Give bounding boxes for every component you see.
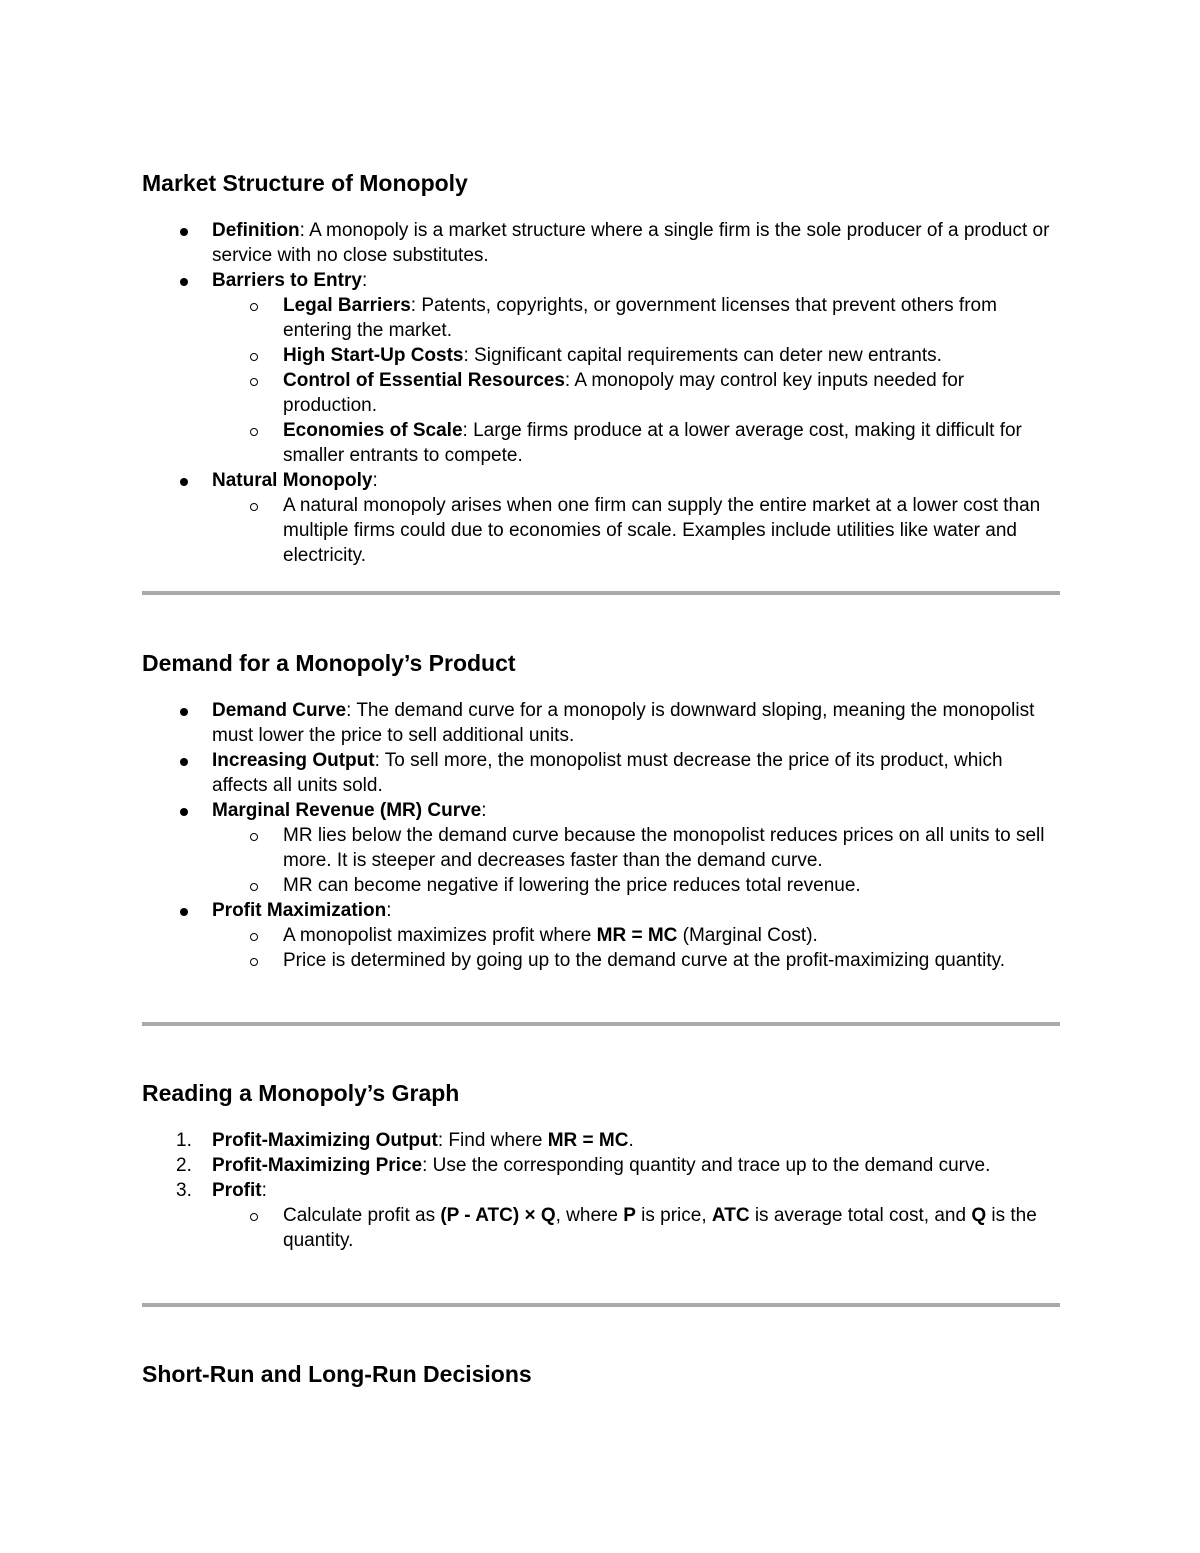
list-item bbox=[142, 343, 1060, 368]
list-item bbox=[142, 1178, 1060, 1203]
item-text: : Find where bbox=[437, 1130, 548, 1151]
item-bold-text: Profit bbox=[212, 1180, 262, 1201]
list-item bbox=[142, 823, 1060, 873]
list-item bbox=[142, 1153, 1060, 1178]
list-number: 2. bbox=[176, 1155, 192, 1176]
bullet-disc-icon bbox=[180, 478, 188, 486]
item-bold-text: MR = MC bbox=[547, 1130, 629, 1151]
bullet-circle-icon bbox=[250, 883, 258, 891]
item-text: : bbox=[361, 270, 368, 291]
list-item bbox=[142, 368, 1060, 418]
section-reading-graph bbox=[142, 1076, 1060, 1253]
section-title: Reading a Monopoly’s Graph bbox=[142, 1080, 460, 1106]
list-number: 3. bbox=[176, 1180, 192, 1201]
item-bold-text: P bbox=[623, 1205, 636, 1226]
item-text: . bbox=[628, 1130, 634, 1151]
item-bold-text: Profit-Maximizing Price bbox=[212, 1155, 423, 1176]
section-title: Market Structure of Monopoly bbox=[142, 170, 468, 196]
list-item bbox=[142, 698, 1060, 748]
item-label: Natural Monopoly bbox=[212, 470, 373, 491]
item-text: : bbox=[386, 900, 392, 921]
list-item bbox=[142, 748, 1060, 798]
item-bold-text: Q bbox=[971, 1205, 987, 1226]
list-item bbox=[142, 493, 1060, 568]
item-text: (Marginal Cost). bbox=[677, 925, 818, 946]
list-item bbox=[142, 948, 1060, 973]
list-number: 1. bbox=[176, 1130, 192, 1151]
item-label: Definition bbox=[212, 220, 300, 241]
list-item bbox=[142, 1128, 1060, 1153]
item-label: Increasing Output bbox=[212, 750, 375, 771]
list-item bbox=[142, 873, 1060, 898]
bullet-list bbox=[142, 698, 1060, 973]
bullet-disc-icon bbox=[180, 758, 188, 766]
section-short-long-run bbox=[142, 1357, 1060, 1391]
bullet-circle-icon bbox=[250, 353, 258, 361]
item-text: : bbox=[261, 1180, 267, 1201]
numbered-list bbox=[142, 1128, 1060, 1253]
item-bold-text: (P - ATC) × Q bbox=[440, 1205, 556, 1226]
bullet-circle-icon bbox=[250, 303, 258, 311]
item-text: Price is determined by going up to the demand curve at the profit-maximizing quantity. bbox=[283, 950, 1006, 971]
bullet-circle-icon bbox=[250, 958, 258, 966]
horizontal-rule bbox=[142, 1303, 1060, 1307]
bullet-list bbox=[142, 218, 1060, 568]
item-label: Legal Barriers bbox=[283, 295, 411, 316]
item-text: : To sell more, the monopolist must decrease the price of its product, which affects all units sold. bbox=[212, 750, 1003, 796]
item-text: A monopolist maximizes profit where bbox=[283, 925, 597, 946]
horizontal-rule bbox=[142, 1022, 1060, 1026]
list-item bbox=[142, 293, 1060, 343]
bullet-disc-icon bbox=[180, 228, 188, 236]
bullet-circle-icon bbox=[250, 833, 258, 841]
item-text: : Significant capital requirements can deter new entrants. bbox=[463, 345, 942, 366]
item-bold-text: MR = MC bbox=[596, 925, 678, 946]
list-item bbox=[142, 1203, 1060, 1253]
bullet-circle-icon bbox=[250, 933, 258, 941]
item-label: Control of Essential Resources bbox=[283, 370, 565, 391]
section-title: Short-Run and Long-Run Decisions bbox=[142, 1361, 532, 1387]
section-market-structure bbox=[142, 166, 1060, 568]
item-text: : Large firms produce at a lower average cost, making it difficult for smaller entrants to compete. bbox=[283, 420, 1022, 466]
bullet-disc-icon bbox=[180, 708, 188, 716]
item-bold-text: Profit-Maximizing Output bbox=[212, 1130, 438, 1151]
item-label: Barriers to Entry bbox=[212, 270, 362, 291]
list-item bbox=[142, 418, 1060, 468]
bullet-disc-icon bbox=[180, 908, 188, 916]
item-text: : Use the corresponding quantity and trace up to the demand curve. bbox=[422, 1155, 991, 1176]
list-item bbox=[142, 898, 1060, 923]
bullet-circle-icon bbox=[250, 378, 258, 386]
item-text: , where bbox=[555, 1205, 624, 1226]
item-text: : Patents, copyrights, or government licenses that prevent others from entering the market. bbox=[283, 295, 997, 341]
item-label: High Start-Up Costs bbox=[283, 345, 464, 366]
section-title: Demand for a Monopoly’s Product bbox=[142, 650, 516, 676]
item-label: Economies of Scale bbox=[283, 420, 463, 441]
list-item bbox=[142, 218, 1060, 268]
item-text: is average total cost, and bbox=[749, 1205, 972, 1226]
item-text: : bbox=[481, 800, 487, 821]
bullet-circle-icon bbox=[250, 1213, 258, 1221]
list-item bbox=[142, 268, 1060, 293]
bullet-disc-icon bbox=[180, 278, 188, 286]
item-text: Calculate profit as bbox=[283, 1205, 441, 1226]
item-text: : The demand curve for a monopoly is downward sloping, meaning the monopolist must lower the price to sell additional units. bbox=[212, 700, 1035, 746]
item-text: : A monopoly may control key inputs needed for production. bbox=[283, 370, 965, 416]
item-text: is the quantity. bbox=[283, 1205, 1037, 1251]
list-item bbox=[142, 468, 1060, 493]
list-item bbox=[142, 798, 1060, 823]
item-text: : A monopoly is a market structure where a single firm is the sole producer of a product or service with no close substitutes. bbox=[212, 220, 1050, 266]
item-text: MR can become negative if lowering the price reduces total revenue. bbox=[283, 875, 861, 896]
item-label: Profit Maximization bbox=[212, 900, 387, 921]
bullet-circle-icon bbox=[250, 428, 258, 436]
item-text: is price, bbox=[635, 1205, 712, 1226]
bullet-disc-icon bbox=[180, 808, 188, 816]
item-bold-text: ATC bbox=[711, 1205, 750, 1226]
horizontal-rule bbox=[142, 591, 1060, 595]
bullet-circle-icon bbox=[250, 503, 258, 511]
item-label: Marginal Revenue (MR) Curve bbox=[212, 800, 482, 821]
item-label: Demand Curve bbox=[212, 700, 347, 721]
section-demand bbox=[142, 646, 1060, 973]
item-text: MR lies below the demand curve because the monopolist reduces prices on all units to sell more. It is steeper and decreases faster than the demand curve. bbox=[283, 825, 1045, 871]
list-item bbox=[142, 923, 1060, 948]
item-text: A natural monopoly arises when one firm can supply the entire market at a lower cost than multiple firms could due to economies of scale. Examples include utilities like water and electricity. bbox=[283, 495, 1041, 566]
item-text: : bbox=[372, 470, 378, 491]
